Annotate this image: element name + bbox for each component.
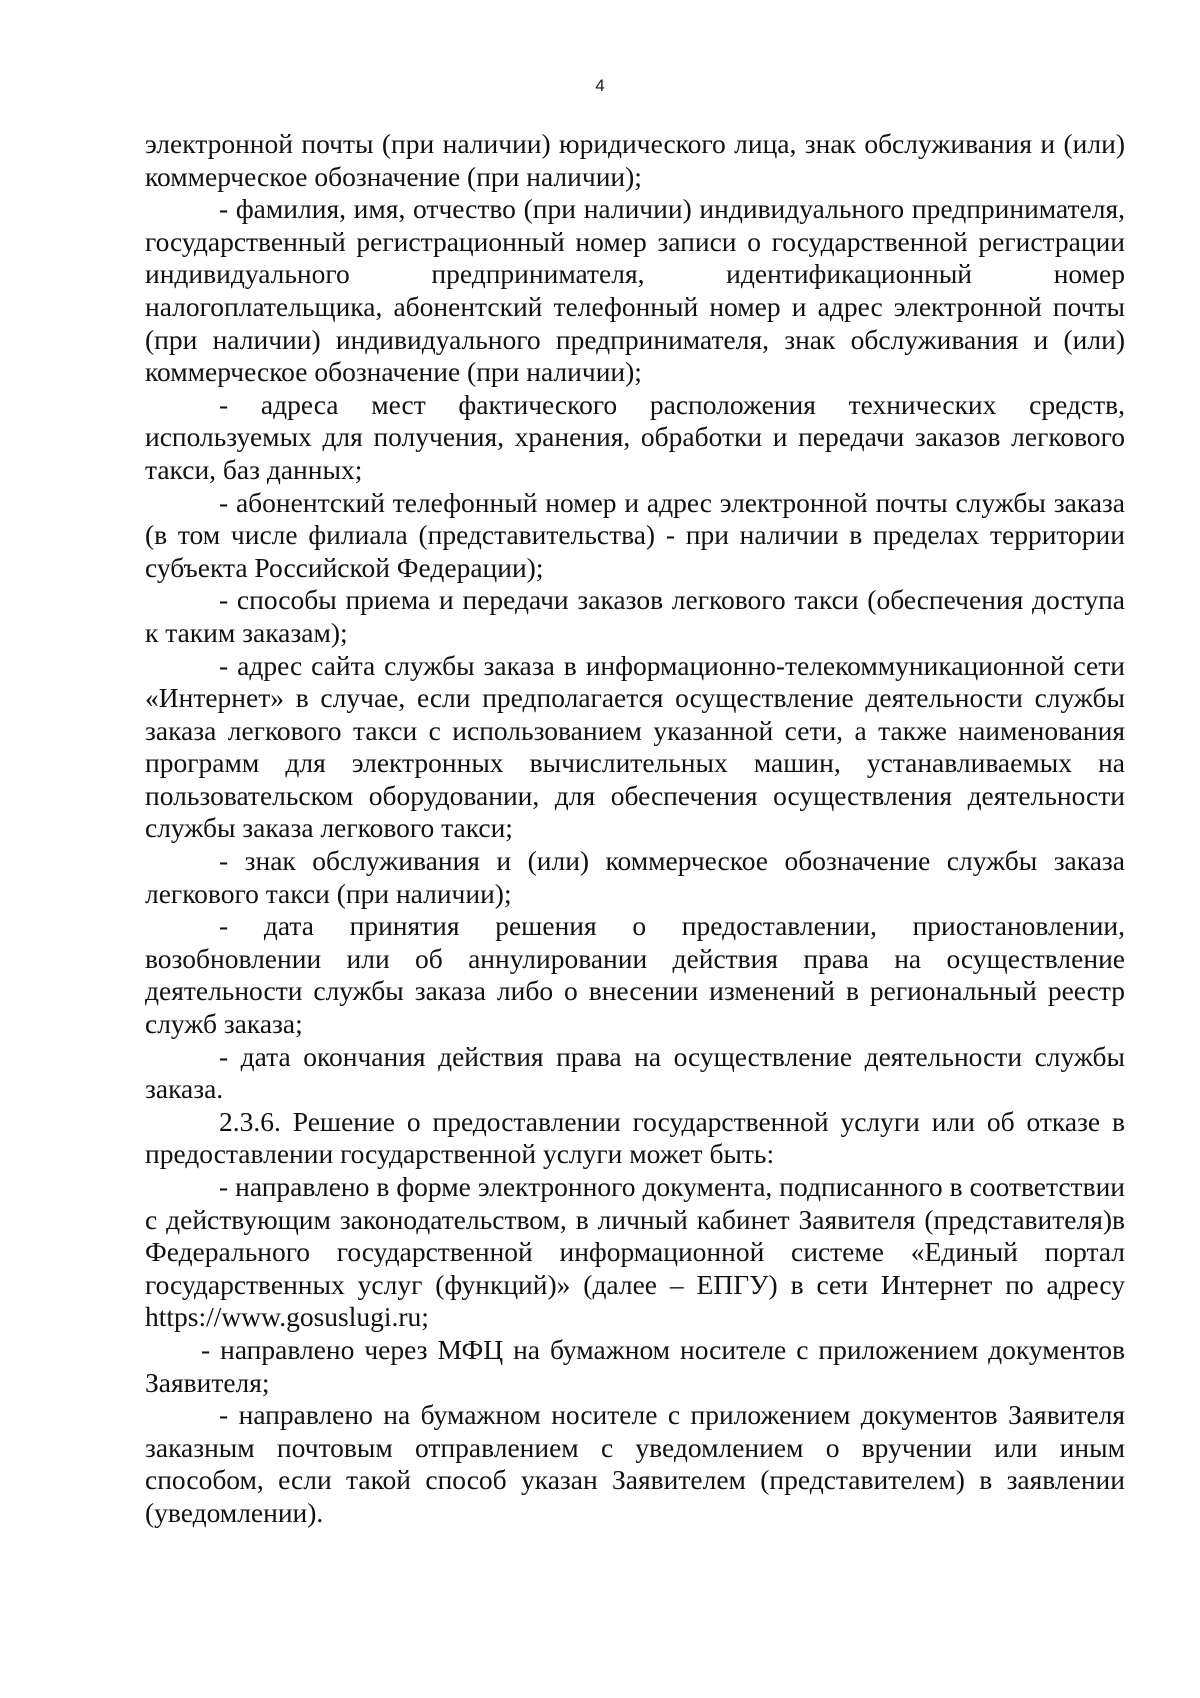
- page-number: 4: [595, 76, 605, 95]
- paragraph: - абонентский телефонный номер и адрес электронной почты службы заказа (в том числе филиала (представительства) - при наличии в пределах территории субъекта Российской Федерации);: [145, 486, 1125, 583]
- document-body: [145, 128, 1125, 1530]
- paragraph: - знак обслуживания и (или) коммерческое обозначение службы заказа легкового такси (при наличии);: [145, 845, 1125, 909]
- paragraph: - фамилия, имя, отчество (при наличии) индивидуального предпринимателя, государственный регистрационный номер записи о государственной регистрации индивидуального предпринимателя, идентификационный номер налогоплательщика, абонентский телефонный номер и адрес электронной почты (при наличии) индивидуального предпринимателя, знак обслуживания и (или) коммерческое обозначение (при наличии);: [145, 193, 1125, 388]
- paragraph: - способы приема и передачи заказов легкового такси (обеспечения доступа к таким заказам);: [145, 584, 1125, 648]
- paragraph: электронной почты (при наличии) юридического лица, знак обслуживания и (или) коммерческое обозначение (при наличии);: [145, 128, 1125, 192]
- paragraph: - адрес сайта службы заказа в информационно-телекоммуникационной сети «Интернет» в случае, если предполагается осуществление деятельности службы заказа легкового такси с использованием указанной сети, а также наименования программ для электронных вычислительных машин, устанавливаемых на пользовательском оборудовании, для обеспечения осуществления деятельности службы заказа легкового такси;: [145, 649, 1125, 844]
- paragraph: - дата окончания действия права на осуществление деятельности службы заказа.: [145, 1040, 1125, 1105]
- paragraph: - направлено в форме электронного документа, подписанного в соответствии с действующим законодательством, в личный кабинет Заявителя (представителя)в Федерального государственной информационной системе «Единый портал государственных услуг (функций)» (далее – ЕПГУ) в сети Интернет по адресу https://www.gosuslugi.ru;: [145, 1171, 1125, 1333]
- section-paragraph: 2.3.6. Решение о предоставлении государственной услуги или об отказе в предоставлении государственной услуги может быть:: [145, 1105, 1125, 1170]
- paragraph: - направлено на бумажном носителе с приложением документов Заявителя заказным почтовым отправлением с уведомлением о вручении или иным способом, если такой способ указан Заявителем (представителем) в заявлении (уведомлении).: [145, 1399, 1125, 1528]
- paragraph: - дата принятия решения о предоставлении, приостановлении, возобновлении или об аннулировании действия права на осуществление деятельности службы заказа либо о внесении изменений в региональный реестр служб заказа;: [145, 910, 1125, 1040]
- paragraph: - адреса мест фактического расположения технических средств, используемых для получения, хранения, обработки и передачи заказов легкового такси, баз данных;: [145, 388, 1125, 485]
- paragraph: - направлено через МФЦ на бумажном носителе с приложением документов Заявителя;: [145, 1333, 1125, 1398]
